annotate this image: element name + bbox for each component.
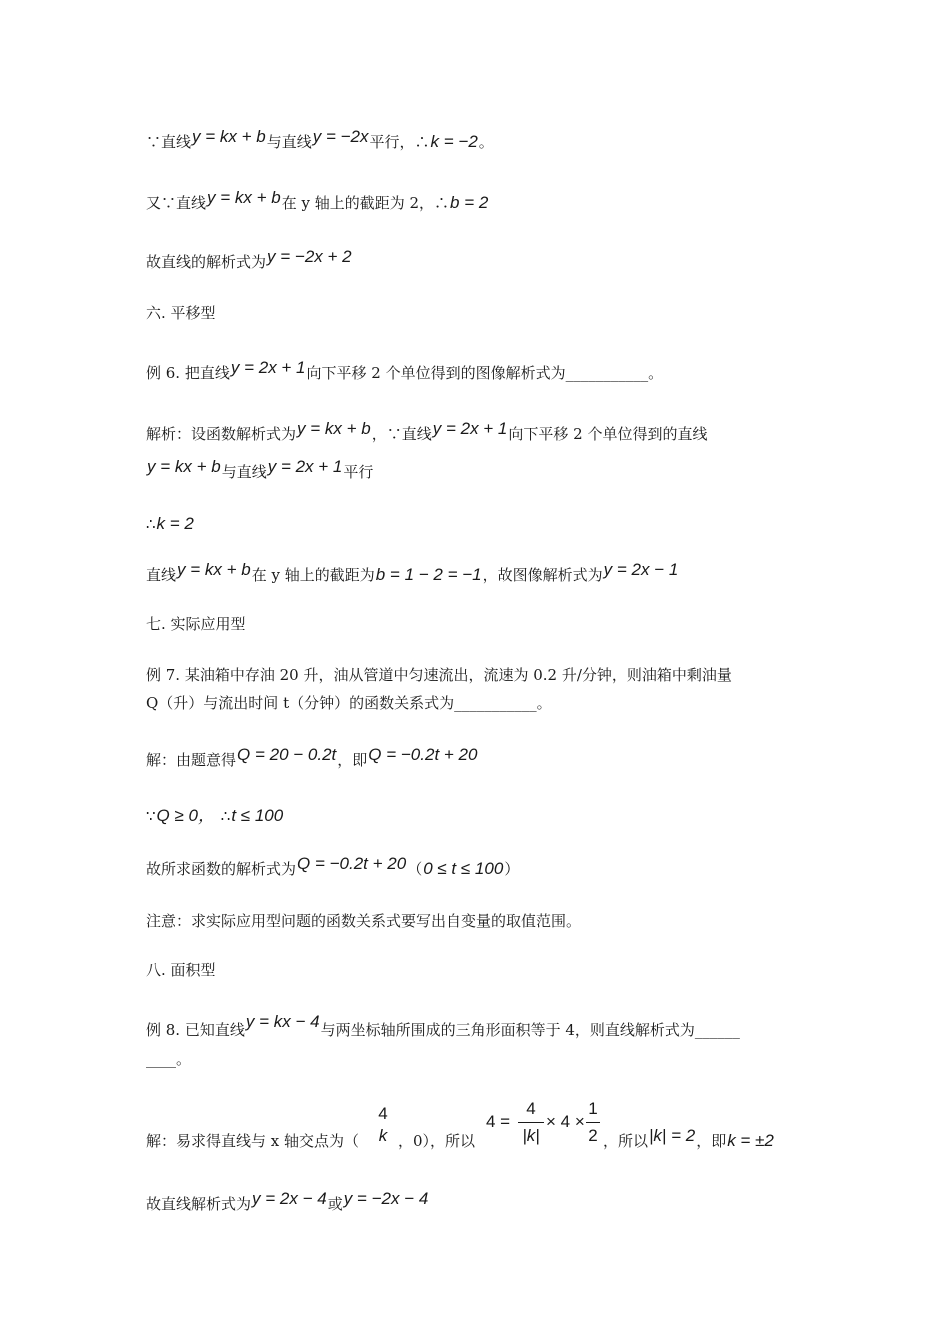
- math-expression: y = 2x + 1: [267, 457, 343, 476]
- math-expression: y = 2x + 1: [432, 419, 508, 438]
- fraction-4-over-k: 4 k: [378, 1104, 388, 1145]
- example-6-analysis-cont: y = kx + b与直线y = 2x + 1平行: [147, 457, 374, 481]
- example-8-result: 故直线解析式为y = 2x − 4或y = −2x − 4: [146, 1189, 429, 1213]
- math-expression: k = 2: [156, 514, 194, 533]
- note-line: 注意：求实际应用型问题的函数关系式要写出自变量的取值范围。: [146, 912, 582, 930]
- example-7-result: 故所求函数的解析式为Q = −0.2t + 20（0 ≤ t ≤ 100）: [146, 854, 520, 878]
- equation-lhs: 4 =: [486, 1112, 511, 1131]
- example-6-result: 直线y = kx + b在 y 轴上的截距为b = 1 − 2 = −1，故图像解析式为y = 2x − 1: [146, 560, 679, 584]
- math-expression: Q = −0.2t + 20: [368, 745, 478, 764]
- example-6-analysis: 解析：设函数解析式为y = kx + b，∵直线y = 2x + 1向下平移 2 个单位得到的直线: [146, 419, 708, 443]
- math-expression: Q = 20 − 0.2t: [237, 745, 337, 764]
- math-expression: y = kx + b: [207, 188, 281, 207]
- solution-line-result: 故直线的解析式为y = −2x + 2: [146, 247, 352, 271]
- math-expression: y = −2x + 2: [267, 247, 352, 266]
- section-heading-6: 六. 平移型: [146, 304, 216, 322]
- example-8-solution-end: ，所以|k| = 2，即k = ±2: [603, 1126, 774, 1150]
- math-expression: 0 ≤ t ≤ 100: [423, 859, 504, 878]
- solution-line-intercept: 又∵直线y = kx + b在 y 轴上的截距为 2，∴b = 2: [146, 188, 489, 212]
- example-8-question: 例 8. 已知直线y = kx − 4与两坐标轴所围成的三角形面积等于 4，则直线解析式为______: [146, 1012, 740, 1039]
- example-8-solution-mid: ，0），所以: [398, 1132, 476, 1150]
- math-expression: y = kx + b: [297, 419, 371, 438]
- section-heading-7: 七. 实际应用型: [146, 615, 246, 633]
- equation-times: × 4 ×: [546, 1112, 585, 1131]
- solution-line-parallel: ∵直线y = kx + b与直线y = −2x平行，∴k = −2。: [146, 127, 494, 151]
- math-expression: y = 2x − 4: [252, 1189, 327, 1208]
- math-expression: k = −2: [430, 132, 478, 151]
- example-8-solution: 解：易求得直线与 x 轴交点为（: [146, 1132, 359, 1150]
- math-expression: y = kx + b: [192, 127, 266, 146]
- math-expression: y = kx + b: [177, 560, 251, 579]
- math-expression: y = kx − 4: [245, 1012, 320, 1031]
- example-7-solution: 解：由题意得Q = 20 − 0.2t，即Q = −0.2t + 20: [146, 745, 478, 769]
- math-expression: |k| = 2: [649, 1126, 696, 1145]
- math-expression: b = 1 − 2 = −1: [375, 565, 482, 584]
- example-7-question: 例 7. 某油箱中存油 20 升，油从管道中匀速流出，流速为 0.2 升/分钟，则油箱中剩油量: [146, 666, 732, 684]
- example-6-question: 例 6. 把直线y = 2x + 1向下平移 2 个单位得到的图像解析式为___________。: [146, 358, 664, 382]
- fraction-4-over-abs-k: 4 |k|: [518, 1098, 544, 1147]
- example-7-question-cont: Q（升）与流出时间 t（分钟）的函数关系式为___________。: [146, 694, 552, 712]
- math-expression: y = 2x + 1: [230, 358, 306, 377]
- example-7-domain: ∵Q ≥ 0， ∴t ≤ 100: [146, 806, 284, 825]
- example-8-question-cont: ____。: [146, 1050, 192, 1068]
- math-expression: t ≤ 100: [231, 806, 284, 825]
- math-expression: y = −2x − 4: [343, 1189, 429, 1208]
- example-6-k: ∴k = 2: [146, 514, 194, 533]
- math-expression: Q ≥ 0，: [156, 806, 216, 825]
- math-expression: y = −2x: [312, 127, 369, 146]
- math-expression: k = ±2: [727, 1131, 774, 1150]
- math-expression: y = kx + b: [147, 457, 221, 476]
- math-expression: b = 2: [450, 193, 489, 212]
- math-expression: Q = −0.2t + 20: [297, 854, 407, 873]
- section-heading-8: 八. 面积型: [146, 961, 216, 979]
- fraction-1-over-2: 1 2: [586, 1098, 600, 1147]
- math-expression: y = 2x − 1: [603, 560, 679, 579]
